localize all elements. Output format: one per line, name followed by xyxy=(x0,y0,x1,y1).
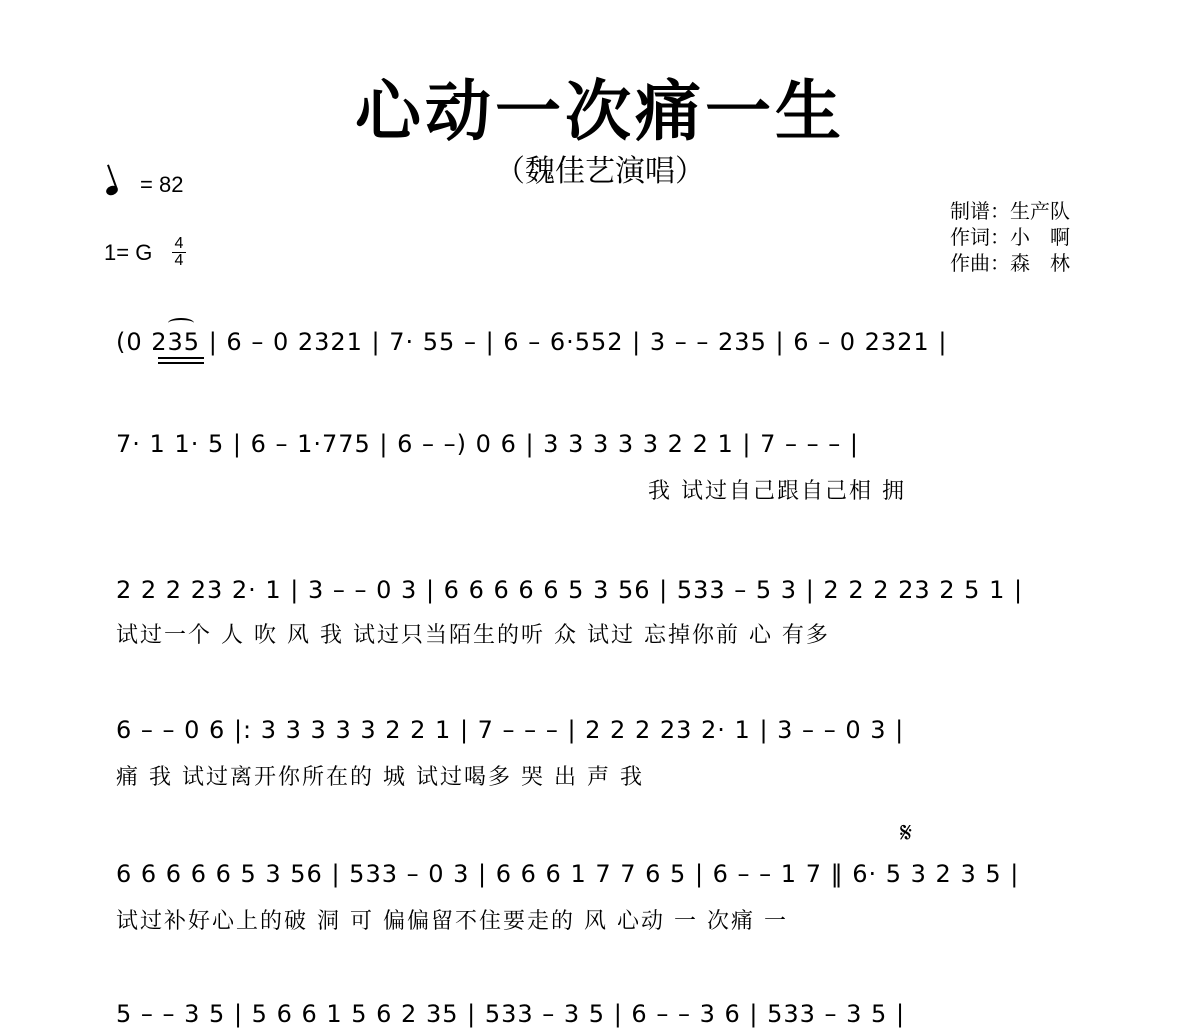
notation-row-3: 2 2 2 23 2· 1 | 3 – – 0 3 | 6 6 6 6 6 5 3 56 | 533 – 5 3 | 2 2 2 23 2 5 1 | xyxy=(116,576,1024,604)
lyrics-row-2: 我 试过自己跟自己相 拥 xyxy=(648,479,906,504)
time-signature-bottom: 4 xyxy=(174,252,184,269)
notation-row-4: 6 – – 0 6 |: 3 3 3 3 3 2 2 1 | 7 – – – | 2 2 2 23 2· 1 | 3 – – 0 3 | xyxy=(116,716,905,744)
time-signature xyxy=(171,236,187,269)
notation-row-1: (0 235 | 6 – 0 2321 | 7· 55 – | 6 – 6·552 | 3 – – 235 | 6 – 0 2321 | xyxy=(116,328,948,356)
credits xyxy=(950,198,1070,276)
song-subtitle: （魏佳艺演唱） xyxy=(495,154,705,189)
tempo-marking xyxy=(106,172,183,198)
tempo-value: = 82 xyxy=(140,172,184,197)
notation-row-6: 5 – – 3 5 | 5 6 6 1 5 6 2 35 | 533 – 3 5 | 6 – – 3 6 | 533 – 3 5 | xyxy=(116,1000,906,1028)
lyrics-row-5: 试过补好心上的破 洞 可 偏偏留不住要走的 风 心动 一 次痛 一 xyxy=(116,909,788,934)
lyrics-row-4: 痛 我 试过离开你所在的 城 试过喝多 哭 出 声 我 xyxy=(116,765,644,790)
slur-mark xyxy=(168,318,194,328)
notation-row-2: 7· 1 1· 5 | 6 – 1·775 | 6 – –) 0 6 | 3 3 3 3 3 2 2 1 | 7 – – – | xyxy=(116,430,859,458)
song-title: 心动一次痛一生 xyxy=(355,73,845,150)
sixteenth-underline xyxy=(158,362,204,364)
arranger-credit: 制谱：生产队 xyxy=(950,199,1070,223)
time-signature-top: 4 xyxy=(174,235,184,252)
key-signature: 1= G xyxy=(104,240,153,265)
composer-credit: 作曲：森 林 xyxy=(950,251,1070,275)
segno-icon: 𝄋 xyxy=(900,816,913,849)
notation-row-5: 6 6 6 6 6 5 3 56 | 533 – 0 3 | 6 6 6 1 7 7 6 5 | 6 – – 1 7 ‖ 6· 5 3 2 3 5 | xyxy=(116,860,1020,888)
eighth-underline xyxy=(158,357,204,359)
quarter-note-icon xyxy=(105,184,119,197)
lyrics-row-3: 试过一个 人 吹 风 我 试过只当陌生的听 众 试过 忘掉你前 心 有多 xyxy=(116,623,830,648)
lyricist-credit: 作词：小 啊 xyxy=(950,225,1070,249)
